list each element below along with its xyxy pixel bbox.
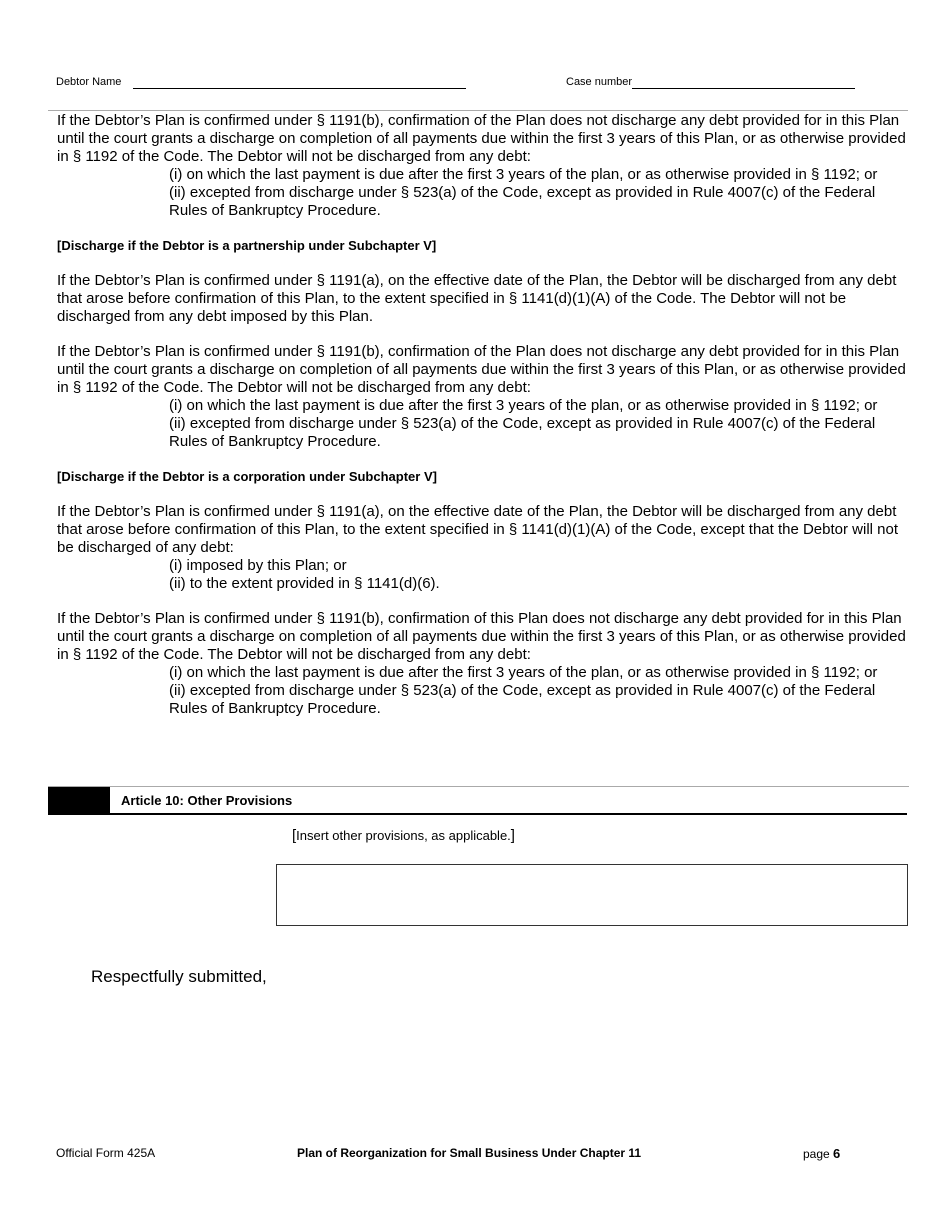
list-item: (i) on which the last payment is due after the first 3 years of the plan, or as otherwise provided in § 1192; or (169, 166, 878, 183)
article-bottom-rule (110, 813, 907, 815)
list-item: (ii) excepted from discharge under § 523(a) of the Code, except as provided in Rule 4007(c) of the Federal Rules of Bankruptcy Procedure. (169, 682, 876, 717)
form-number: Official Form 425A (56, 1146, 156, 1160)
partnership-heading: [Discharge if the Debtor is a partnership under Subchapter V] (57, 238, 437, 253)
article-marker-bar (48, 787, 110, 815)
debtor-name-field[interactable] (133, 88, 466, 89)
case-number-label: Case number (566, 76, 633, 88)
header-divider (48, 110, 908, 111)
page-number: 6 (833, 1146, 841, 1161)
article-top-rule (48, 786, 909, 787)
form-title: Plan of Reorganization for Small Business Under Chapter 11 (297, 1146, 642, 1160)
paragraph: If the Debtor’s Plan is confirmed under § 1191(a), on the effective date of the Plan, the Debtor will be discharged from any debt that arose before confirmation of this Plan, to the extent specified in § 1141(d)(1)(A) of the Code, except that the Debtor will not be discharged of any debt: (57, 503, 899, 556)
insert-instruction-text: Insert other provisions, as applicable. (296, 828, 511, 843)
list-item: (ii) excepted from discharge under § 523(a) of the Code, except as provided in Rule 4007(c) of the Federal Rules of Bankruptcy Procedure. (169, 415, 876, 450)
paragraph: If the Debtor’s Plan is confirmed under § 1191(a), on the effective date of the Plan, the Debtor will be discharged from any debt that arose before confirmation of this Plan, to the extent specified in § 1141(d)(1)(A) of the Code. The Debtor will not be discharged from any debt imposed by this Plan. (57, 272, 897, 325)
paragraph: If the Debtor’s Plan is confirmed under § 1191(b), confirmation of the Plan does not discharge any debt provided for in this Plan until the court grants a discharge on completion of all payments due within the first 3 years of this Plan, or as otherwise provided in § 1192 of the Code. The Debtor will not be discharged from any debt: (57, 343, 906, 396)
list-item: (ii) to the extent provided in § 1141(d)(6). (169, 575, 440, 592)
insert-instruction: [Insert other provisions, as applicable.] (292, 827, 515, 844)
other-provisions-textbox[interactable] (276, 864, 908, 926)
closing-text: Respectfully submitted, (91, 967, 267, 986)
page-indicator (803, 1146, 840, 1161)
list-item: (i) on which the last payment is due after the first 3 years of the plan, or as otherwise provided in § 1192; or (169, 397, 878, 414)
paragraph: If the Debtor’s Plan is confirmed under § 1191(b), confirmation of this Plan does not discharge any debt provided for in this Plan until the court grants a discharge on completion of all payments due within the first 3 years of this Plan, or as otherwise provided in § 1192 of the Code. The Debtor will not be discharged from any debt: (57, 610, 906, 663)
article-title: Article 10: Other Provisions (121, 793, 293, 808)
discharge-content (57, 112, 907, 718)
paragraph: If the Debtor’s Plan is confirmed under § 1191(b), confirmation of the Plan does not discharge any debt provided for in this Plan until the court grants a discharge on completion of all payments due within the first 3 years of this Plan, or as otherwise provided in § 1192 of the Code. The Debtor will not be discharged from any debt: (57, 112, 906, 165)
corporation-heading: [Discharge if the Debtor is a corporation under Subchapter V] (57, 469, 437, 484)
debtor-name-label: Debtor Name (56, 76, 122, 88)
list-item: (i) imposed by this Plan; or (169, 557, 347, 574)
page-label: page (803, 1147, 830, 1161)
case-number-field[interactable] (632, 88, 855, 89)
list-item: (ii) excepted from discharge under § 523(a) of the Code, except as provided in Rule 4007(c) of the Federal Rules of Bankruptcy Procedure. (169, 184, 876, 219)
list-item: (i) on which the last payment is due after the first 3 years of the plan, or as otherwise provided in § 1192; or (169, 664, 878, 681)
